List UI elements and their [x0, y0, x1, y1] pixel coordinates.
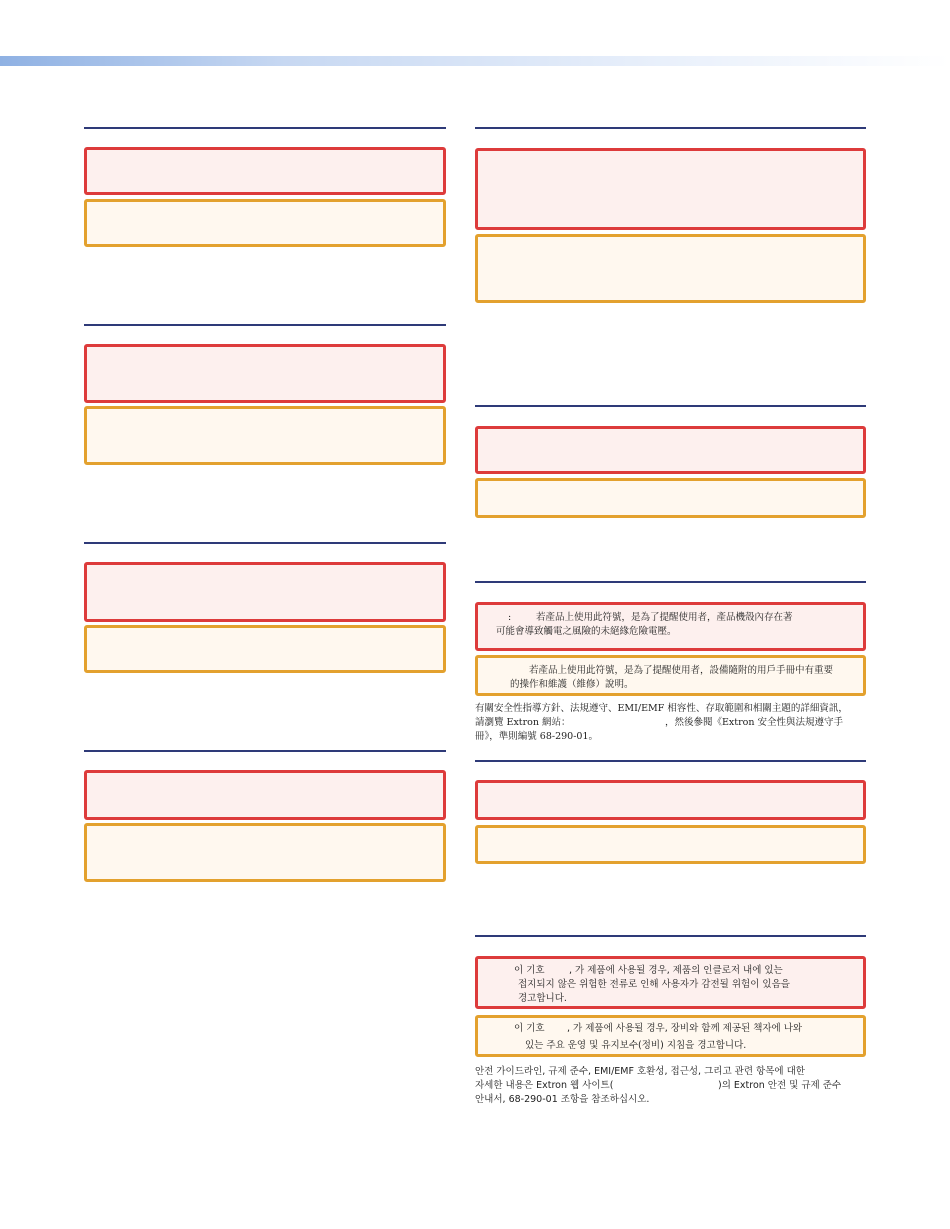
ko-body-line-2b: )의 Extron 안전 및 규제 준수 — [718, 1080, 842, 1091]
section-rule-left-2 — [84, 324, 446, 326]
section-rule-right-1 — [475, 127, 866, 129]
colon-mark: : — [508, 612, 512, 623]
caution-box-right-4 — [475, 825, 866, 864]
ko-body-line-2a: 자세한 내용은 Extron 웹 사이트( — [475, 1080, 614, 1091]
zh-caution-line-1: 若產品上使用此符號，是為了提醒使用者，設備隨附的用戶手冊中有重要 — [529, 665, 834, 676]
zh-caution-line-2: 的操作和維護（維修）說明。 — [510, 679, 634, 690]
zh-warning-line-1: 若產品上使用此符號，是為了提醒使用者，產品機殼內存在著 — [536, 612, 793, 623]
zh-warning-line-2: 可能會導致觸電之風險的未絕緣危險電壓。 — [496, 626, 677, 637]
ko-body-line-3: 안내서, 68-290-01 조항을 참조하십시오. — [475, 1094, 650, 1105]
warning-box-left-2 — [84, 344, 446, 403]
caution-box-left-1 — [84, 199, 446, 247]
section-rule-right-4 — [475, 760, 866, 762]
ko-warning-line-3: 경고합니다. — [518, 993, 567, 1004]
ko-caution-line-1a: 이 기호 — [514, 1023, 545, 1034]
ko-warning-line-1b: , 가 제품에 사용될 경우, 제품의 인클로저 내에 있는 — [569, 965, 783, 976]
header-band — [0, 56, 950, 66]
zh-body-line-2a: 請瀏覽 Extron 網站： — [475, 717, 571, 728]
section-rule-left-1 — [84, 127, 446, 129]
warning-box-left-3 — [84, 562, 446, 622]
section-rule-left-3 — [84, 542, 446, 544]
section-rule-right-5 — [475, 935, 866, 937]
section-rule-right-2 — [475, 405, 866, 407]
zh-body-line-3: 冊》，準則編號 68-290-01。 — [475, 731, 598, 742]
section-rule-right-3 — [475, 581, 866, 583]
zh-body-line-1: 有關安全性指導方針、法規遵守、EMI/EMF 相容性、存取範圍和相關主題的詳細資訊， — [475, 703, 848, 714]
warning-box-left-1 — [84, 147, 446, 195]
warning-box-left-4 — [84, 770, 446, 820]
caution-box-right-1 — [475, 234, 866, 303]
ko-caution-line-1b: , 가 제품에 사용될 경우, 장비와 함께 제공된 책자에 나와 — [567, 1023, 803, 1034]
zh-body-line-2b: ，然後參閱《Extron 安全性與法規遵守手 — [665, 717, 844, 728]
caution-box-right-2 — [475, 478, 866, 518]
ko-warning-line-1a: 이 기호 — [514, 965, 545, 976]
ko-warning-line-2: 접지되지 않은 위험한 전류로 인해 사용자가 감전될 위험이 있음을 — [518, 979, 790, 990]
warning-box-right-2 — [475, 426, 866, 474]
ko-caution-line-2: 있는 주요 운영 및 유지보수(정비) 지침을 경고합니다. — [525, 1040, 747, 1051]
caution-box-left-2 — [84, 406, 446, 465]
warning-box-right-1 — [475, 148, 866, 230]
warning-box-right-4 — [475, 780, 866, 820]
ko-body-line-1: 안전 가이드라인, 규제 준수, EMI/EMF 호환성, 접근성, 그리고 관련 항목에 대한 — [475, 1066, 805, 1077]
section-rule-left-4 — [84, 750, 446, 752]
caution-box-left-4 — [84, 823, 446, 882]
caution-box-left-3 — [84, 625, 446, 673]
